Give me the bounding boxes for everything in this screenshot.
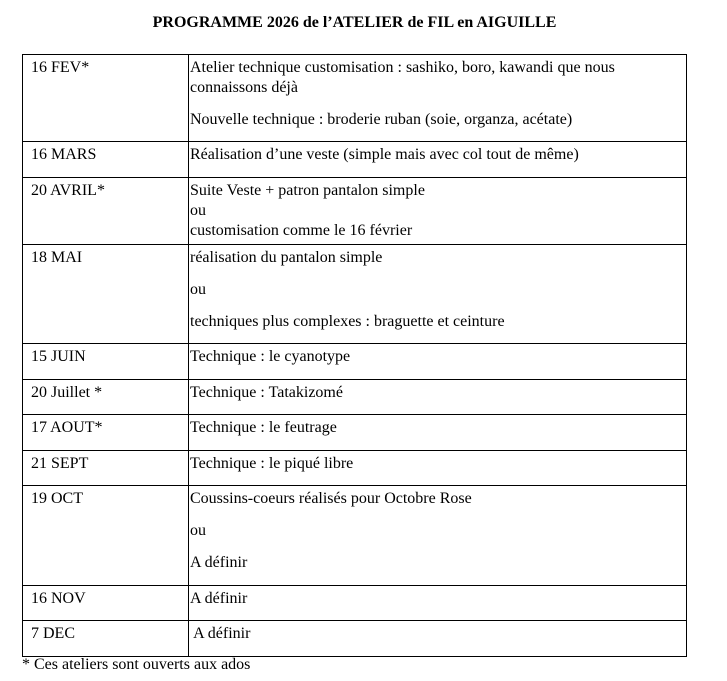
description-cell	[189, 586, 687, 621]
description-line: ou	[190, 202, 206, 219]
description-cell	[189, 55, 687, 142]
description-line: techniques plus complexes : braguette et ceinture	[190, 313, 505, 330]
description-line: Réalisation d’une veste (simple mais avec col tout de même)	[190, 146, 579, 163]
table-row	[23, 621, 687, 657]
description-line: ou	[190, 522, 206, 539]
programme-table	[22, 54, 687, 657]
table-row	[23, 344, 687, 380]
date-cell: 16 FEV*	[23, 55, 189, 142]
description-line: réalisation du pantalon simple	[190, 249, 383, 266]
description-cell	[189, 621, 687, 657]
description-cell	[189, 380, 687, 415]
date-cell: 16 NOV	[23, 586, 189, 621]
description-cell	[189, 245, 687, 344]
description-cell	[189, 344, 687, 380]
description-line: A définir	[190, 625, 251, 642]
table-row	[23, 415, 687, 451]
table-row	[23, 178, 687, 245]
description-line: Atelier technique customisation : sashiko, boro, kawandi que nous connaissons déjà	[190, 59, 615, 96]
page-title: PROGRAMME 2026 de l’ATELIER de FIL en AIGUILLE	[152, 14, 557, 31]
description-cell	[189, 486, 687, 586]
table-row	[23, 586, 687, 621]
description-line: Technique : le piqué libre	[190, 455, 354, 472]
description-line: Technique : le cyanotype	[190, 348, 351, 365]
table-row	[23, 245, 687, 344]
description-line: A définir	[190, 554, 248, 571]
description-line: Technique : Tatakizomé	[190, 384, 343, 401]
date-cell: 15 JUIN	[23, 344, 189, 380]
date-cell: 7 DEC	[23, 621, 189, 657]
table-row	[23, 380, 687, 415]
table-row	[23, 55, 687, 142]
table-row	[23, 451, 687, 486]
date-cell: 17 AOUT*	[23, 415, 189, 451]
table-row	[23, 486, 687, 586]
description-cell	[189, 178, 687, 245]
table-row	[23, 142, 687, 178]
date-cell: 19 OCT	[23, 486, 189, 586]
description-line: ou	[190, 281, 206, 298]
date-cell: 20 AVRIL*	[23, 178, 189, 245]
description-line: Technique : le feutrage	[190, 419, 337, 436]
date-cell: 20 Juillet *	[23, 380, 189, 415]
date-cell: 16 MARS	[23, 142, 189, 178]
date-cell: 21 SEPT	[23, 451, 189, 486]
description-cell	[189, 142, 687, 178]
description-line: Nouvelle technique : broderie ruban (soie, organza, acétate)	[190, 111, 573, 128]
description-line: A définir	[190, 590, 248, 607]
date-cell: 18 MAI	[23, 245, 189, 344]
footnote: * Ces ateliers sont ouverts aux ados	[22, 656, 251, 673]
description-cell	[189, 451, 687, 486]
description-line: Suite Veste + patron pantalon simple	[190, 182, 425, 199]
description-line: customisation comme le 16 février	[190, 222, 413, 239]
description-cell	[189, 415, 687, 451]
description-line: Coussins-coeurs réalisés pour Octobre Rose	[190, 490, 472, 507]
